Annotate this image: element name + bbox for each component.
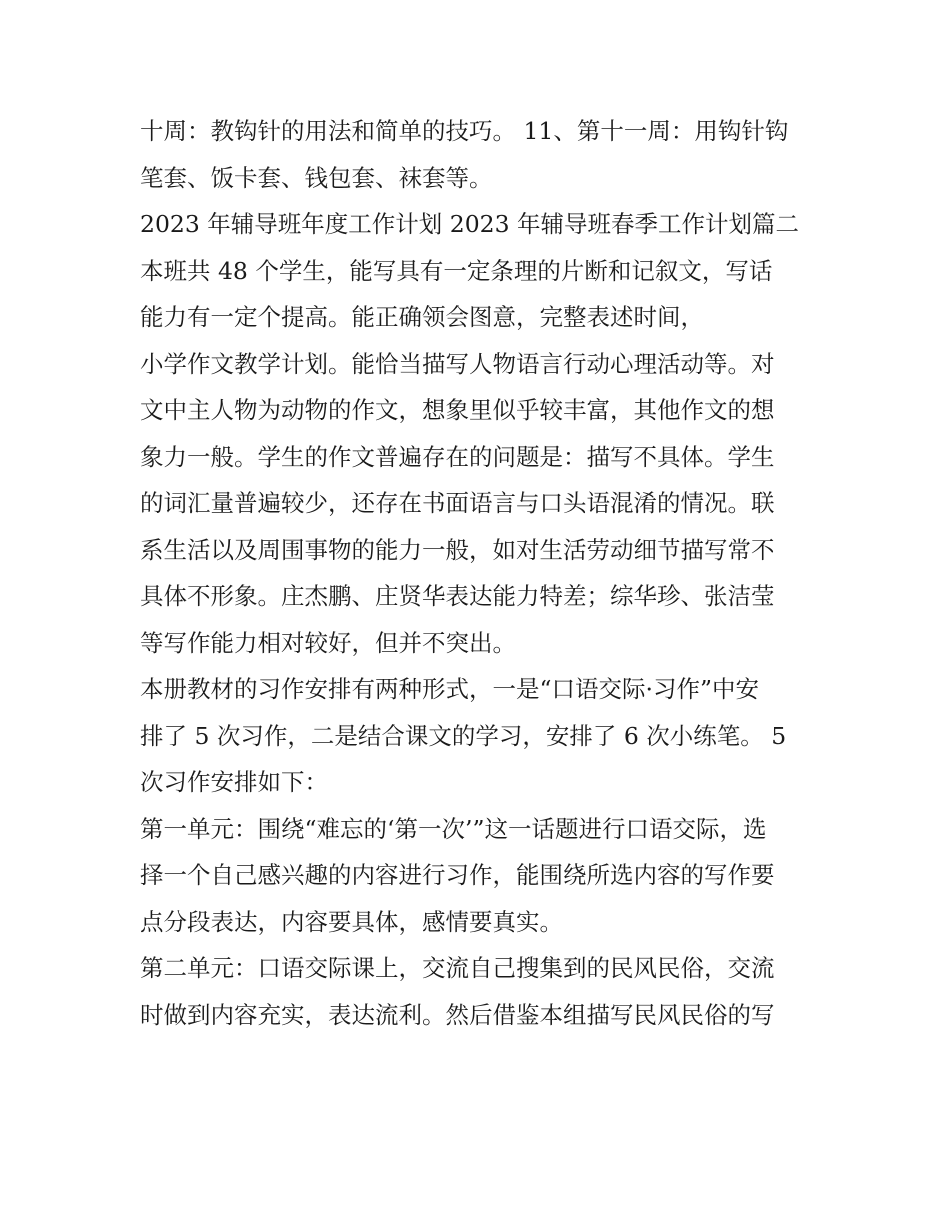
text-line: 点分段表达，内容要具体，感情要真实。: [140, 907, 563, 936]
text-line: 排了 5 次习作，二是结合课文的学习，安排了 6 次小练笔。 5: [140, 721, 787, 750]
heading-line: 2023 年辅导班年度工作计划 2023 年辅导班春季工作计划篇二: [140, 210, 800, 238]
text-line: 的词汇量普遍较少，还存在书面语言与口头语混淆的情况。联: [140, 489, 775, 517]
text-line: 系生活以及周围事物的能力一般，如对生活劳动细节描写常不: [140, 535, 775, 564]
text-line: 象力一般。学生的作文普遍存在的问题是：描写不具体。学生: [140, 442, 775, 471]
text-line: 本册教材的习作安排有两种形式，一是“口语交际·习作”中安: [140, 675, 759, 703]
text-line: 笔套、饭卡套、钱包套、袜套等。: [140, 163, 493, 192]
text-line: 本班共 48 个学生，能写具有一定条理的片断和记叙文，写话: [140, 256, 773, 285]
document-body: [140, 108, 820, 1038]
text-line: 能力有一定个提高。能正确领会图意，完整表述时间，: [140, 303, 704, 331]
text-line: 具体不形象。庄杰鹏、庄贤华表达能力特差；综华珍、张洁莹: [140, 582, 775, 610]
text-line: 文中主人物为动物的作文，想象里似乎较丰富，其他作文的想: [140, 396, 775, 424]
text-line: 第一单元：围绕“难忘的‘第一次’”这一话题进行口语交际，选: [140, 814, 767, 843]
text-line: 等写作能力相对较好，但并不突出。: [140, 628, 516, 657]
text-line: 次习作安排如下：: [140, 768, 328, 796]
text-line: 择一个自己感兴趣的内容进行习作，能围绕所选内容的写作要: [140, 861, 775, 889]
text-line: 十周：教钩针的用法和简单的技巧。 11、第十一周：用钩针钩: [140, 117, 789, 145]
text-line: 第二单元：口语交际课上，交流自己搜集到的民风民俗，交流: [140, 954, 775, 982]
text-line: 时做到内容充实，表达流利。然后借鉴本组描写民风民俗的写: [140, 1000, 775, 1029]
text-line: 小学作文教学计划。能恰当描写人物语言行动心理活动等。对: [140, 349, 775, 378]
